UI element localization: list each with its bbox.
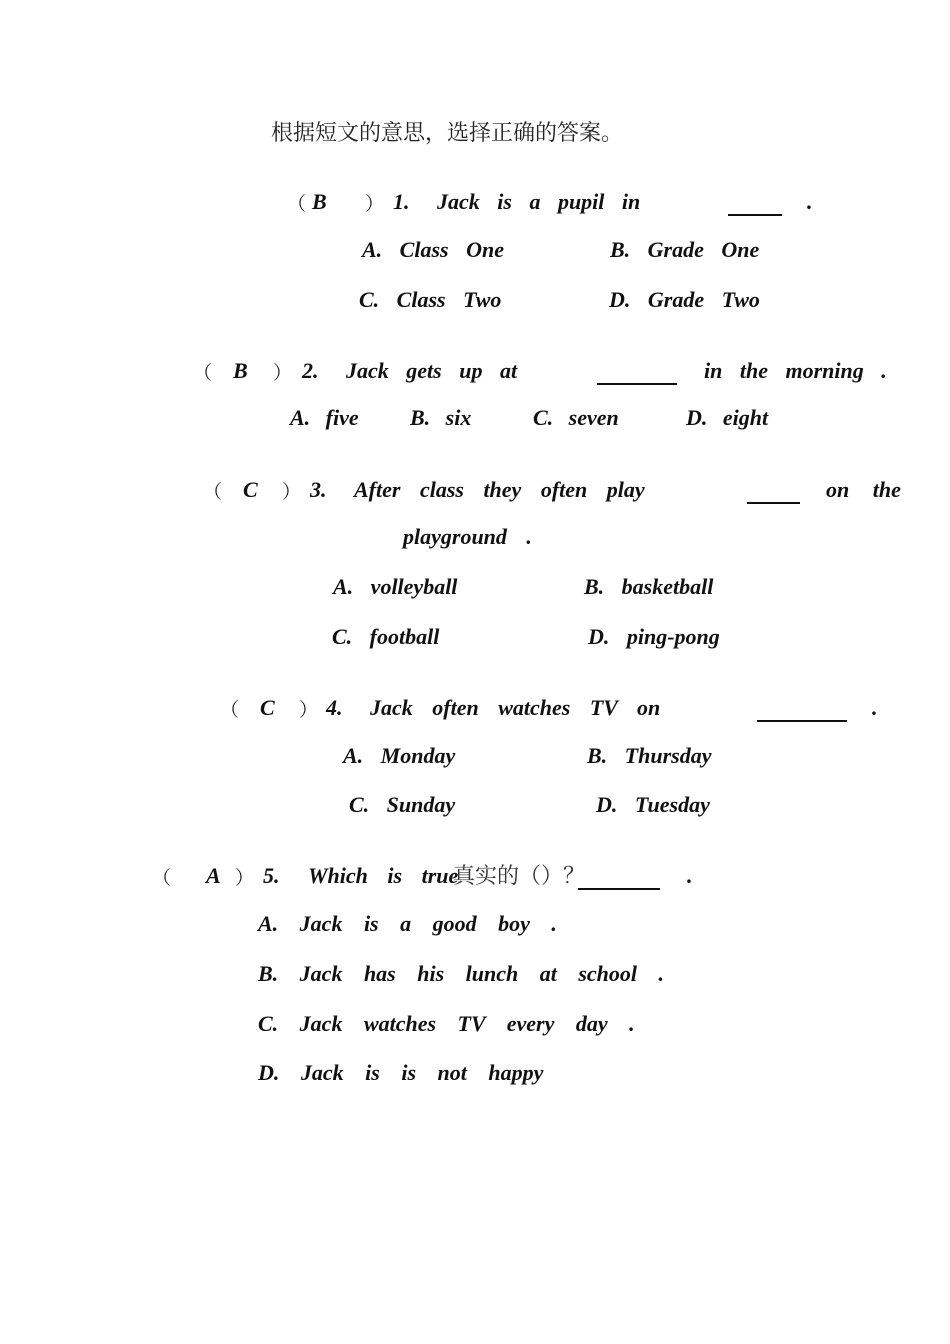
option-d: D. Jack is is not happy bbox=[258, 1060, 544, 1085]
answer-letter: C bbox=[260, 695, 275, 720]
option-d: D. Tuesday bbox=[596, 792, 710, 817]
question-stem-end: . bbox=[687, 863, 693, 888]
option-c: C. Class Two bbox=[359, 287, 502, 312]
option-c: C. Sunday bbox=[349, 792, 456, 817]
answer-paren-open: （ bbox=[203, 481, 223, 503]
option-c: C. Jack watches TV every day . bbox=[258, 1011, 635, 1036]
question-stem: After class they often play bbox=[354, 477, 645, 502]
question-number: 3. bbox=[310, 477, 327, 502]
answer-paren-open: （ bbox=[220, 699, 240, 721]
answer-blank bbox=[728, 213, 782, 216]
question-stem-end: in the morning . bbox=[704, 358, 887, 383]
overlay-chinese-text: 真实的（）？ bbox=[453, 864, 586, 889]
question-stem: Which is true bbox=[308, 863, 459, 888]
option-d: D. ping-pong bbox=[588, 624, 720, 649]
answer-blank bbox=[597, 382, 677, 385]
answer-paren-close: ） bbox=[282, 481, 302, 503]
question-number: 1. bbox=[393, 189, 410, 214]
option-d: D. eight bbox=[686, 405, 769, 430]
question-stem-end: on the bbox=[826, 477, 901, 502]
option-a: A. Jack is a good boy . bbox=[258, 911, 557, 936]
answer-paren-close: ） bbox=[365, 193, 385, 215]
question-stem: Jack often watches TV on bbox=[370, 695, 661, 720]
answer-paren-open: （ bbox=[152, 867, 172, 889]
answer-paren-close: ） bbox=[299, 699, 319, 721]
option-c: C. seven bbox=[533, 405, 619, 430]
answer-letter: B bbox=[312, 189, 327, 214]
answer-paren-open: （ bbox=[287, 193, 307, 215]
question-stem-end: . bbox=[807, 189, 813, 214]
option-a: A. five bbox=[290, 405, 359, 430]
answer-paren-close: ） bbox=[273, 362, 293, 384]
question-stem: Jack is a pupil in bbox=[437, 189, 641, 214]
question-number: 2. bbox=[302, 358, 319, 383]
option-a: A. volleyball bbox=[333, 574, 458, 599]
answer-letter: A bbox=[206, 863, 221, 888]
answer-blank bbox=[757, 719, 847, 722]
answer-letter: B bbox=[233, 358, 248, 383]
option-b: B. Thursday bbox=[587, 743, 712, 768]
page-title: 根据短文的意思，选择正确的答案。 bbox=[271, 121, 624, 146]
answer-blank bbox=[747, 501, 800, 504]
question-stem-line2: playground . bbox=[403, 524, 532, 549]
option-d: D. Grade Two bbox=[609, 287, 760, 312]
question-number: 5. bbox=[263, 863, 280, 888]
answer-paren-open: （ bbox=[193, 362, 213, 384]
option-b: B. basketball bbox=[584, 574, 714, 599]
question-stem-end: . bbox=[872, 695, 878, 720]
answer-letter: C bbox=[243, 477, 258, 502]
option-b: B. six bbox=[410, 405, 472, 430]
option-a: A. Monday bbox=[343, 743, 456, 768]
question-number: 4. bbox=[326, 695, 343, 720]
option-a: A. Class One bbox=[362, 237, 504, 262]
question-stem: Jack gets up at bbox=[346, 358, 518, 383]
option-c: C. football bbox=[332, 624, 440, 649]
answer-blank bbox=[578, 887, 660, 890]
option-b: B. Grade One bbox=[610, 237, 760, 262]
answer-paren-close: ） bbox=[235, 867, 255, 889]
option-b: B. Jack has his lunch at school . bbox=[258, 961, 665, 986]
